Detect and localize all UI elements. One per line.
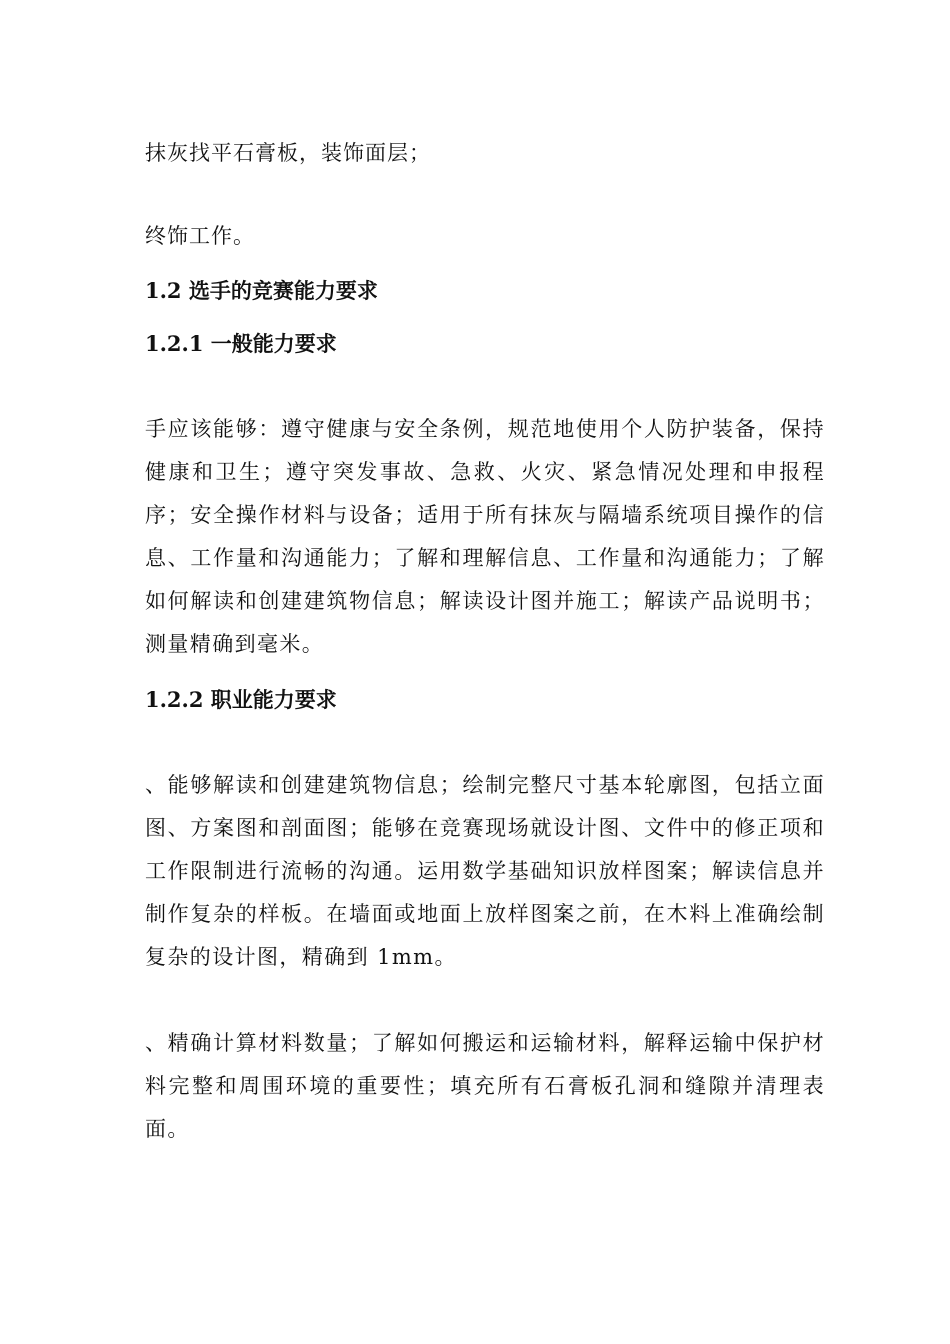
section-heading-1-2-2: 1.2.2 职业能力要求	[145, 687, 337, 712]
section-heading-1-2-1: 1.2.1 一般能力要求	[145, 331, 337, 356]
text-line-plaster: 抹灰找平石膏板，装饰面层；	[145, 141, 431, 165]
paragraph-professional-abilities-2: 、精确计算材料数量；了解如何搬运和运输材料，解释运输中保护材料完整和周围环境的重要性；填充所有石膏板孔洞和缝隙并清理表面。	[145, 1031, 825, 1141]
paragraph-professional-abilities-1: 、能够解读和创建建筑物信息；绘制完整尺寸基本轮廓图，包括立面图、方案图和剖面图；能够在竞赛现场就设计图、文件中的修正项和工作限制进行流畅的沟通。运用数学基础知识放样图案；解读信息并制作复杂的样板。在墙面或地面上放样图案之前，在木料上准确绘制复杂的设计图，精确到 1mm。	[145, 773, 825, 969]
paragraph-general-abilities: 手应该能够：遵守健康与安全条例，规范地使用个人防护装备，保持健康和卫生；遵守突发事故、急救、火灾、紧急情况处理和申报程序；安全操作材料与设备；适用于所有抹灰与隔墙系统项目操作的信息、工作量和沟通能力；了解和理解信息、工作量和沟通能力；了解如何解读和创建建筑物信息；解读设计图并施工；解读产品说明书；测量精确到毫米。	[145, 417, 825, 656]
text-line-finishing: 终饰工作。	[145, 224, 255, 248]
section-heading-1-2: 1.2 选手的竞赛能力要求	[145, 278, 378, 303]
